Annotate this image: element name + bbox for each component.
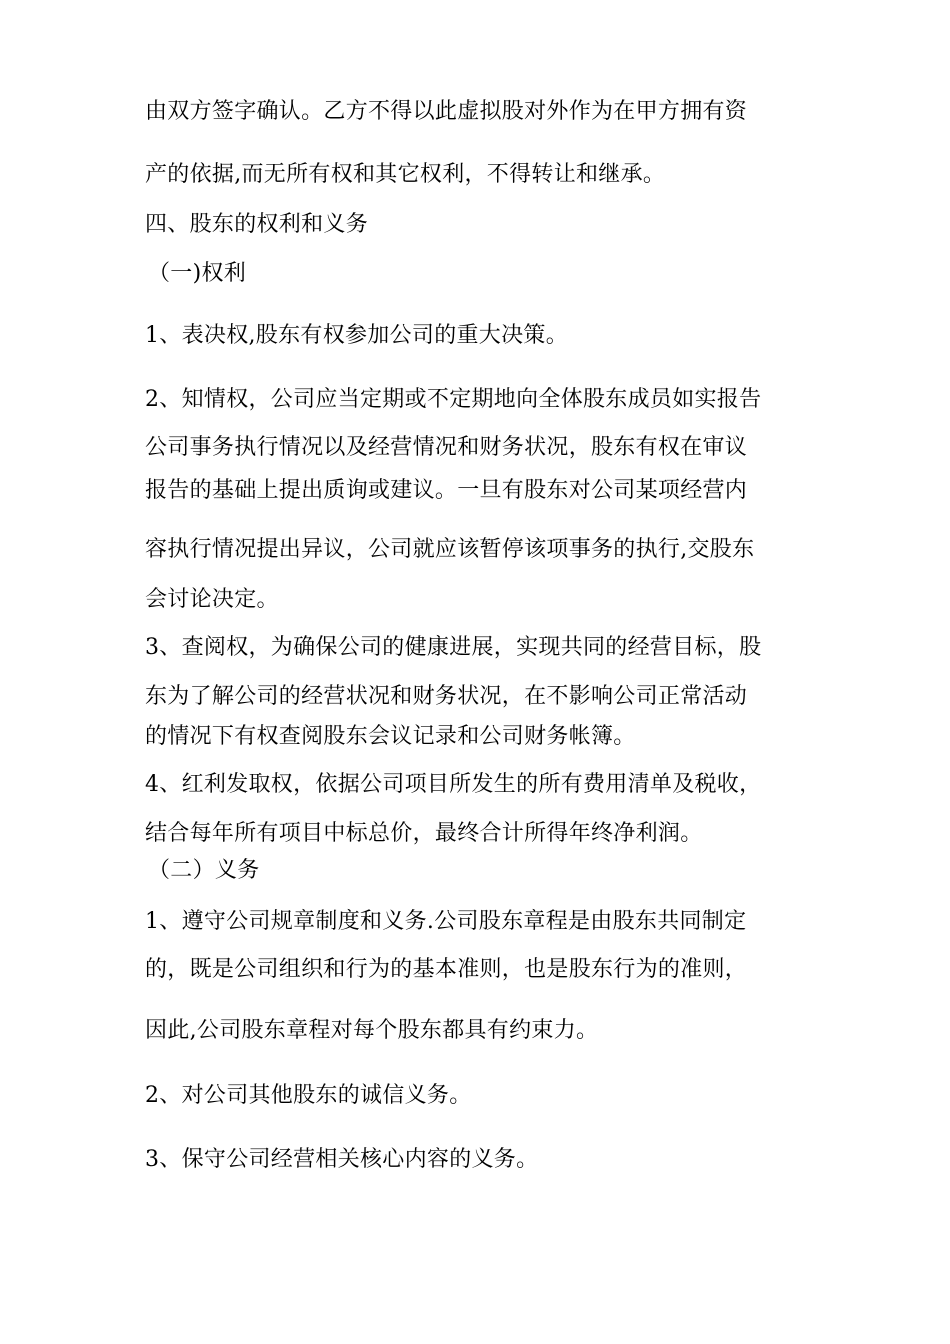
text-line: 4、红利发取权，依据公司项目所发生的所有费用清单及税收， [145, 772, 762, 797]
text-line: 1、表决权,股东有权参加公司的重大决策。 [145, 323, 568, 348]
section-heading: 四、股东的权利和义务 [145, 212, 369, 237]
text-line: 报告的基础上提出质询或建议。一旦有股东对公司某项经营内 [145, 478, 748, 503]
text-line: 容执行情况提出异议，公司就应该暂停该项事务的执行,交股东 [145, 537, 755, 562]
text-line: 会讨论决定。 [145, 587, 279, 612]
text-line: 的情况下有权查阅股东会议记录和公司财务帐簿。 [145, 724, 636, 749]
text-line: 公司事务执行情况以及经营情况和财务状况，股东有权在审议 [145, 435, 748, 460]
text-line: 3、查阅权，为确保公司的健康进展，实现共同的经营目标，股 [145, 635, 762, 660]
text-line: 因此,公司股东章程对每个股东都具有约束力。 [145, 1018, 599, 1043]
text-line: 3、保守公司经营相关核心内容的义务。 [145, 1147, 539, 1172]
text-line: 结合每年所有项目中标总价，最终合计所得年终净利润。 [145, 821, 703, 846]
text-line: 由双方签字确认。乙方不得以此虚拟股对外作为在甲方拥有资 [145, 99, 748, 124]
text-line: 产的依据,而无所有权和其它权利，不得转让和继承。 [145, 162, 666, 187]
text-line: 2、对公司其他股东的诚信义务。 [145, 1083, 472, 1108]
text-line: 1、遵守公司规章制度和义务.公司股东章程是由股东共同制定 [145, 909, 747, 934]
subsection-heading: （一)权利 [148, 261, 247, 286]
subsection-heading: （二）义务 [148, 858, 260, 883]
text-line: 的，既是公司组织和行为的基本准则，也是股东行为的准则， [145, 957, 748, 982]
text-line: 东为了解公司的经营状况和财务状况，在不影响公司正常活动 [145, 684, 748, 709]
text-line: 2、知情权，公司应当定期或不定期地向全体股东成员如实报告 [145, 387, 762, 412]
